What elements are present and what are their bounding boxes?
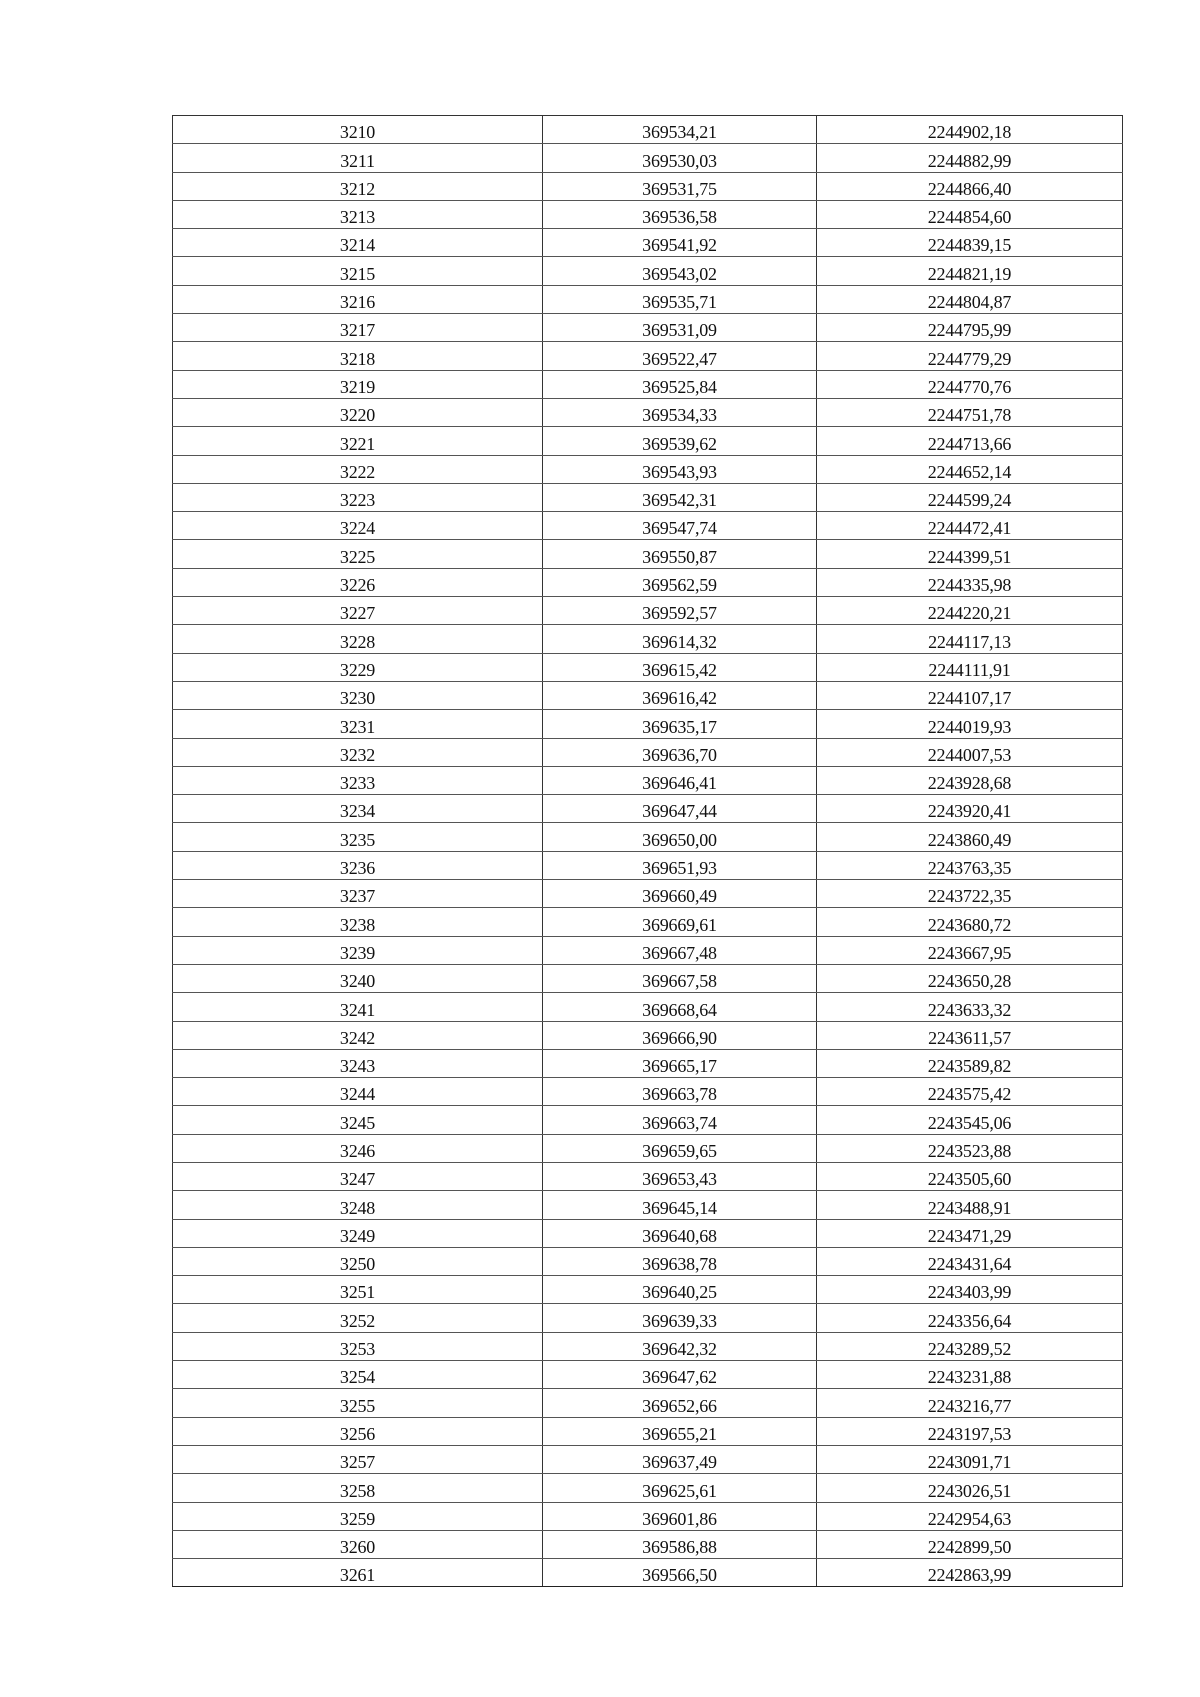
- x-coordinate-cell: 369655,21: [543, 1417, 817, 1445]
- table-row: [173, 116, 1123, 144]
- table-row: [173, 200, 1123, 228]
- point-number-cell: 3235: [173, 823, 543, 851]
- point-number-cell: 3254: [173, 1361, 543, 1389]
- point-number-cell: 3221: [173, 427, 543, 455]
- coordinates-table: [172, 115, 1123, 1587]
- x-coordinate-cell: 369543,93: [543, 455, 817, 483]
- x-coordinate-cell: 369539,62: [543, 427, 817, 455]
- x-coordinate-cell: 369562,59: [543, 568, 817, 596]
- table-row: [173, 455, 1123, 483]
- table-row: [173, 908, 1123, 936]
- point-number-cell: 3220: [173, 398, 543, 426]
- y-coordinate-cell: 2244779,29: [817, 342, 1123, 370]
- table-row: [173, 1276, 1123, 1304]
- x-coordinate-cell: 369543,02: [543, 257, 817, 285]
- y-coordinate-cell: 2244220,21: [817, 597, 1123, 625]
- point-number-cell: 3237: [173, 880, 543, 908]
- y-coordinate-cell: 2244770,76: [817, 370, 1123, 398]
- table-row: [173, 1445, 1123, 1473]
- x-coordinate-cell: 369522,47: [543, 342, 817, 370]
- point-number-cell: 3248: [173, 1191, 543, 1219]
- y-coordinate-cell: 2243545,06: [817, 1106, 1123, 1134]
- point-number-cell: 3261: [173, 1559, 543, 1587]
- x-coordinate-cell: 369625,61: [543, 1474, 817, 1502]
- y-coordinate-cell: 2244839,15: [817, 229, 1123, 257]
- x-coordinate-cell: 369542,31: [543, 483, 817, 511]
- point-number-cell: 3223: [173, 483, 543, 511]
- y-coordinate-cell: 2243216,77: [817, 1389, 1123, 1417]
- y-coordinate-cell: 2243722,35: [817, 880, 1123, 908]
- table-row: [173, 1162, 1123, 1190]
- table-row: [173, 1049, 1123, 1077]
- x-coordinate-cell: 369547,74: [543, 512, 817, 540]
- table-row: [173, 540, 1123, 568]
- table-row: [173, 880, 1123, 908]
- x-coordinate-cell: 369650,00: [543, 823, 817, 851]
- x-coordinate-cell: 369646,41: [543, 766, 817, 794]
- point-number-cell: 3226: [173, 568, 543, 596]
- point-number-cell: 3236: [173, 851, 543, 879]
- y-coordinate-cell: 2243403,99: [817, 1276, 1123, 1304]
- x-coordinate-cell: 369659,65: [543, 1134, 817, 1162]
- y-coordinate-cell: 2244117,13: [817, 625, 1123, 653]
- y-coordinate-cell: 2243575,42: [817, 1078, 1123, 1106]
- x-coordinate-cell: 369640,68: [543, 1219, 817, 1247]
- point-number-cell: 3241: [173, 993, 543, 1021]
- table-row: [173, 1021, 1123, 1049]
- table-row: [173, 285, 1123, 313]
- x-coordinate-cell: 369616,42: [543, 681, 817, 709]
- x-coordinate-cell: 369525,84: [543, 370, 817, 398]
- point-number-cell: 3229: [173, 653, 543, 681]
- x-coordinate-cell: 369667,48: [543, 936, 817, 964]
- x-coordinate-cell: 369592,57: [543, 597, 817, 625]
- table-row: [173, 342, 1123, 370]
- x-coordinate-cell: 369652,66: [543, 1389, 817, 1417]
- table-row: [173, 229, 1123, 257]
- point-number-cell: 3234: [173, 795, 543, 823]
- point-number-cell: 3240: [173, 964, 543, 992]
- point-number-cell: 3216: [173, 285, 543, 313]
- point-number-cell: 3233: [173, 766, 543, 794]
- x-coordinate-cell: 369586,88: [543, 1530, 817, 1558]
- point-number-cell: 3215: [173, 257, 543, 285]
- y-coordinate-cell: 2244795,99: [817, 314, 1123, 342]
- table-row: [173, 597, 1123, 625]
- table-row: [173, 1078, 1123, 1106]
- x-coordinate-cell: 369645,14: [543, 1191, 817, 1219]
- y-coordinate-cell: 2243920,41: [817, 795, 1123, 823]
- point-number-cell: 3249: [173, 1219, 543, 1247]
- x-coordinate-cell: 369534,33: [543, 398, 817, 426]
- table-row: [173, 1389, 1123, 1417]
- x-coordinate-cell: 369651,93: [543, 851, 817, 879]
- x-coordinate-cell: 369530,03: [543, 144, 817, 172]
- table-row: [173, 1361, 1123, 1389]
- y-coordinate-cell: 2244019,93: [817, 710, 1123, 738]
- y-coordinate-cell: 2242954,63: [817, 1502, 1123, 1530]
- point-number-cell: 3232: [173, 738, 543, 766]
- point-number-cell: 3222: [173, 455, 543, 483]
- x-coordinate-cell: 369660,49: [543, 880, 817, 908]
- x-coordinate-cell: 369640,25: [543, 1276, 817, 1304]
- y-coordinate-cell: 2243231,88: [817, 1361, 1123, 1389]
- table-row: [173, 314, 1123, 342]
- y-coordinate-cell: 2243860,49: [817, 823, 1123, 851]
- y-coordinate-cell: 2244882,99: [817, 144, 1123, 172]
- point-number-cell: 3246: [173, 1134, 543, 1162]
- y-coordinate-cell: 2244111,91: [817, 653, 1123, 681]
- x-coordinate-cell: 369663,74: [543, 1106, 817, 1134]
- point-number-cell: 3225: [173, 540, 543, 568]
- y-coordinate-cell: 2244335,98: [817, 568, 1123, 596]
- y-coordinate-cell: 2243523,88: [817, 1134, 1123, 1162]
- table-row: [173, 1304, 1123, 1332]
- y-coordinate-cell: 2244399,51: [817, 540, 1123, 568]
- y-coordinate-cell: 2243650,28: [817, 964, 1123, 992]
- y-coordinate-cell: 2243026,51: [817, 1474, 1123, 1502]
- table-row: [173, 398, 1123, 426]
- x-coordinate-cell: 369663,78: [543, 1078, 817, 1106]
- y-coordinate-cell: 2243197,53: [817, 1417, 1123, 1445]
- table-row: [173, 653, 1123, 681]
- point-number-cell: 3210: [173, 116, 543, 144]
- point-number-cell: 3212: [173, 172, 543, 200]
- y-coordinate-cell: 2244599,24: [817, 483, 1123, 511]
- y-coordinate-cell: 2243431,64: [817, 1247, 1123, 1275]
- y-coordinate-cell: 2244713,66: [817, 427, 1123, 455]
- point-number-cell: 3214: [173, 229, 543, 257]
- table-row: [173, 936, 1123, 964]
- point-number-cell: 3238: [173, 908, 543, 936]
- point-number-cell: 3227: [173, 597, 543, 625]
- table-row: [173, 1474, 1123, 1502]
- x-coordinate-cell: 369534,21: [543, 116, 817, 144]
- table-row: [173, 1559, 1123, 1587]
- table-row: [173, 766, 1123, 794]
- point-number-cell: 3218: [173, 342, 543, 370]
- point-number-cell: 3231: [173, 710, 543, 738]
- table-row: [173, 964, 1123, 992]
- y-coordinate-cell: 2244472,41: [817, 512, 1123, 540]
- table-row: [173, 172, 1123, 200]
- x-coordinate-cell: 369647,62: [543, 1361, 817, 1389]
- y-coordinate-cell: 2243471,29: [817, 1219, 1123, 1247]
- point-number-cell: 3253: [173, 1332, 543, 1360]
- table-row: [173, 1191, 1123, 1219]
- point-number-cell: 3239: [173, 936, 543, 964]
- y-coordinate-cell: 2244751,78: [817, 398, 1123, 426]
- point-number-cell: 3213: [173, 200, 543, 228]
- point-number-cell: 3260: [173, 1530, 543, 1558]
- x-coordinate-cell: 369653,43: [543, 1162, 817, 1190]
- table-row: [173, 257, 1123, 285]
- x-coordinate-cell: 369642,32: [543, 1332, 817, 1360]
- x-coordinate-cell: 369535,71: [543, 285, 817, 313]
- y-coordinate-cell: 2243505,60: [817, 1162, 1123, 1190]
- coordinates-table-body: [173, 116, 1123, 1587]
- y-coordinate-cell: 2244821,19: [817, 257, 1123, 285]
- point-number-cell: 3256: [173, 1417, 543, 1445]
- x-coordinate-cell: 369647,44: [543, 795, 817, 823]
- table-row: [173, 1502, 1123, 1530]
- x-coordinate-cell: 369667,58: [543, 964, 817, 992]
- y-coordinate-cell: 2243488,91: [817, 1191, 1123, 1219]
- x-coordinate-cell: 369601,86: [543, 1502, 817, 1530]
- y-coordinate-cell: 2243091,71: [817, 1445, 1123, 1473]
- y-coordinate-cell: 2243289,52: [817, 1332, 1123, 1360]
- table-row: [173, 1247, 1123, 1275]
- x-coordinate-cell: 369531,75: [543, 172, 817, 200]
- y-coordinate-cell: 2243611,57: [817, 1021, 1123, 1049]
- table-row: [173, 625, 1123, 653]
- point-number-cell: 3257: [173, 1445, 543, 1473]
- y-coordinate-cell: 2243763,35: [817, 851, 1123, 879]
- table-row: [173, 1219, 1123, 1247]
- point-number-cell: 3255: [173, 1389, 543, 1417]
- y-coordinate-cell: 2244866,40: [817, 172, 1123, 200]
- point-number-cell: 3228: [173, 625, 543, 653]
- x-coordinate-cell: 369636,70: [543, 738, 817, 766]
- y-coordinate-cell: 2243667,95: [817, 936, 1123, 964]
- x-coordinate-cell: 369637,49: [543, 1445, 817, 1473]
- y-coordinate-cell: 2243928,68: [817, 766, 1123, 794]
- table-row: [173, 710, 1123, 738]
- point-number-cell: 3252: [173, 1304, 543, 1332]
- x-coordinate-cell: 369669,61: [543, 908, 817, 936]
- table-row: [173, 370, 1123, 398]
- x-coordinate-cell: 369531,09: [543, 314, 817, 342]
- y-coordinate-cell: 2244007,53: [817, 738, 1123, 766]
- point-number-cell: 3242: [173, 1021, 543, 1049]
- y-coordinate-cell: 2244652,14: [817, 455, 1123, 483]
- point-number-cell: 3250: [173, 1247, 543, 1275]
- y-coordinate-cell: 2242863,99: [817, 1559, 1123, 1587]
- table-row: [173, 568, 1123, 596]
- table-row: [173, 851, 1123, 879]
- point-number-cell: 3258: [173, 1474, 543, 1502]
- table-row: [173, 1417, 1123, 1445]
- table-row: [173, 1530, 1123, 1558]
- table-row: [173, 483, 1123, 511]
- point-number-cell: 3217: [173, 314, 543, 342]
- y-coordinate-cell: 2243589,82: [817, 1049, 1123, 1077]
- table-row: [173, 1134, 1123, 1162]
- point-number-cell: 3219: [173, 370, 543, 398]
- y-coordinate-cell: 2244854,60: [817, 200, 1123, 228]
- point-number-cell: 3251: [173, 1276, 543, 1304]
- table-row: [173, 1106, 1123, 1134]
- table-row: [173, 993, 1123, 1021]
- x-coordinate-cell: 369666,90: [543, 1021, 817, 1049]
- y-coordinate-cell: 2243356,64: [817, 1304, 1123, 1332]
- y-coordinate-cell: 2243633,32: [817, 993, 1123, 1021]
- table-row: [173, 823, 1123, 851]
- table-row: [173, 1332, 1123, 1360]
- point-number-cell: 3259: [173, 1502, 543, 1530]
- x-coordinate-cell: 369635,17: [543, 710, 817, 738]
- y-coordinate-cell: 2242899,50: [817, 1530, 1123, 1558]
- point-number-cell: 3224: [173, 512, 543, 540]
- table-row: [173, 795, 1123, 823]
- y-coordinate-cell: 2244107,17: [817, 681, 1123, 709]
- point-number-cell: 3243: [173, 1049, 543, 1077]
- y-coordinate-cell: 2243680,72: [817, 908, 1123, 936]
- point-number-cell: 3247: [173, 1162, 543, 1190]
- x-coordinate-cell: 369615,42: [543, 653, 817, 681]
- point-number-cell: 3230: [173, 681, 543, 709]
- x-coordinate-cell: 369638,78: [543, 1247, 817, 1275]
- x-coordinate-cell: 369665,17: [543, 1049, 817, 1077]
- point-number-cell: 3244: [173, 1078, 543, 1106]
- x-coordinate-cell: 369550,87: [543, 540, 817, 568]
- x-coordinate-cell: 369536,58: [543, 200, 817, 228]
- table-row: [173, 427, 1123, 455]
- x-coordinate-cell: 369566,50: [543, 1559, 817, 1587]
- table-row: [173, 681, 1123, 709]
- x-coordinate-cell: 369541,92: [543, 229, 817, 257]
- x-coordinate-cell: 369639,33: [543, 1304, 817, 1332]
- x-coordinate-cell: 369668,64: [543, 993, 817, 1021]
- table-row: [173, 738, 1123, 766]
- point-number-cell: 3211: [173, 144, 543, 172]
- table-row: [173, 512, 1123, 540]
- y-coordinate-cell: 2244804,87: [817, 285, 1123, 313]
- y-coordinate-cell: 2244902,18: [817, 116, 1123, 144]
- point-number-cell: 3245: [173, 1106, 543, 1134]
- x-coordinate-cell: 369614,32: [543, 625, 817, 653]
- table-row: [173, 144, 1123, 172]
